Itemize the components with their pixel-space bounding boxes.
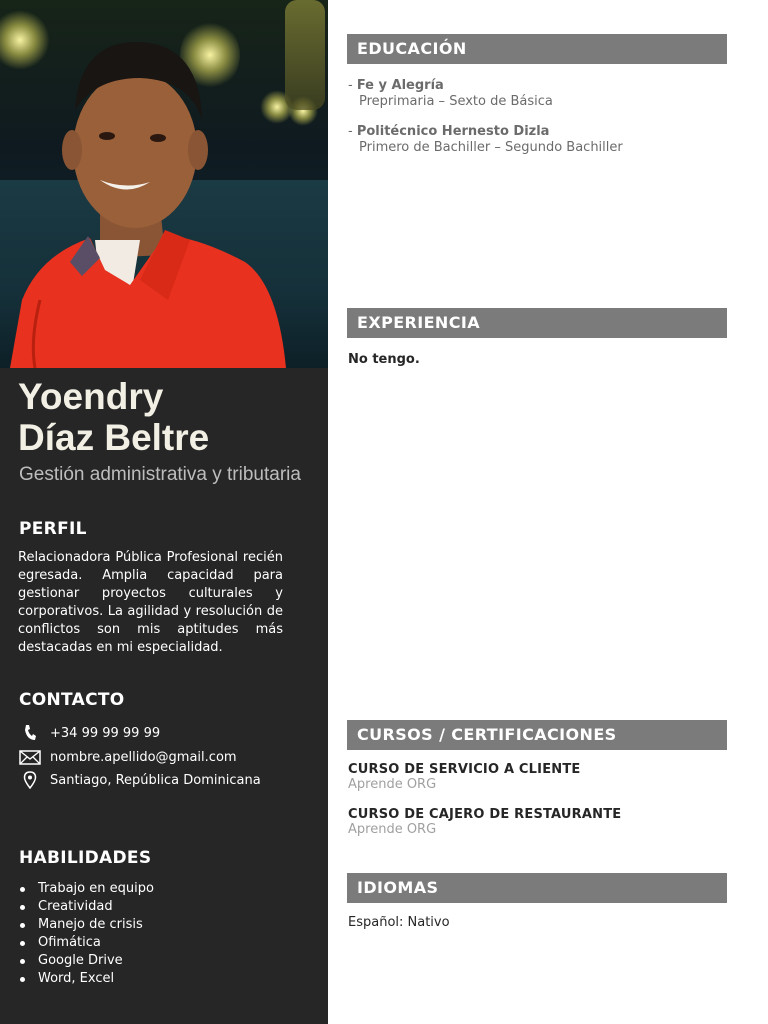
institution-name: Fe y Alegría	[356, 78, 444, 93]
list-item: Word, Excel	[18, 970, 308, 988]
experience-heading: EXPERIENCIA	[347, 308, 727, 338]
languages-heading: IDIOMAS	[347, 873, 727, 903]
bullet-icon	[20, 887, 25, 892]
sidebar	[0, 0, 328, 1024]
education-item: - Politécnico Hernesto Dizla Primero de Bachiller – Segundo Bachiller	[348, 124, 623, 155]
education-detail: Preprimaria – Sexto de Básica	[359, 94, 553, 109]
list-item: Trabajo en equipo	[18, 880, 308, 898]
list-item: Creatividad	[18, 898, 308, 916]
bullet-icon	[20, 977, 25, 982]
bullet-icon	[20, 941, 25, 946]
contact-phone	[18, 723, 160, 743]
course-title: CURSO DE CAJERO DE RESTAURANTE	[348, 807, 622, 822]
profile-photo	[0, 0, 328, 368]
candidate-name	[18, 376, 318, 458]
languages-text: Español: Nativo	[348, 915, 450, 930]
course-title: CURSO DE SERVICIO A CLIENTE	[348, 762, 581, 777]
contact-email	[18, 747, 237, 767]
job-title: Gestión administrativa y tributaria	[19, 464, 301, 485]
education-item: - Fe y Alegría Preprimaria – Sexto de Básica	[348, 78, 553, 109]
skills-heading: HABILIDADES	[19, 848, 152, 868]
course-org: Aprende ORG	[348, 777, 437, 792]
email-icon	[18, 747, 42, 767]
location-pin-icon	[18, 770, 42, 790]
bullet-icon	[20, 905, 25, 910]
courses-heading: CURSOS / CERTIFICACIONES	[347, 720, 727, 750]
bullet-icon	[20, 923, 25, 928]
institution-name: Politécnico Hernesto Dizla	[356, 124, 550, 139]
last-name: Díaz Beltre	[18, 417, 210, 458]
phone-icon	[18, 723, 42, 743]
contact-location-text: Santiago, República Dominicana	[50, 772, 261, 788]
profile-text: Relacionadora Pública Profesional recién egresada. Amplia capacidad para gestionar proyectos culturales y corporativos. La agilidad y resolución de conflictos son mis aptitudes más destacadas en mi especialidad.	[18, 550, 283, 655]
list-item: Manejo de crisis	[18, 916, 308, 934]
profile-heading: PERFIL	[19, 519, 87, 539]
education-heading: EDUCACIÓN	[347, 34, 727, 64]
contact-location	[18, 770, 261, 790]
contact-phone-text[interactable]: +34 99 99 99 99	[50, 725, 161, 741]
skills-list	[18, 880, 308, 988]
bullet-icon	[20, 959, 25, 964]
course-item	[348, 762, 581, 792]
course-org: Aprende ORG	[348, 822, 437, 837]
contact-heading: CONTACTO	[19, 690, 125, 710]
list-item: Google Drive	[18, 952, 308, 970]
course-item	[348, 807, 621, 837]
list-item: Ofimática	[18, 934, 308, 952]
contact-email-text[interactable]: nombre.apellido@gmail.com	[50, 749, 237, 765]
education-detail: Primero de Bachiller – Segundo Bachiller	[359, 140, 623, 155]
experience-text: No tengo.	[348, 352, 420, 367]
first-name: Yoendry	[18, 376, 164, 417]
